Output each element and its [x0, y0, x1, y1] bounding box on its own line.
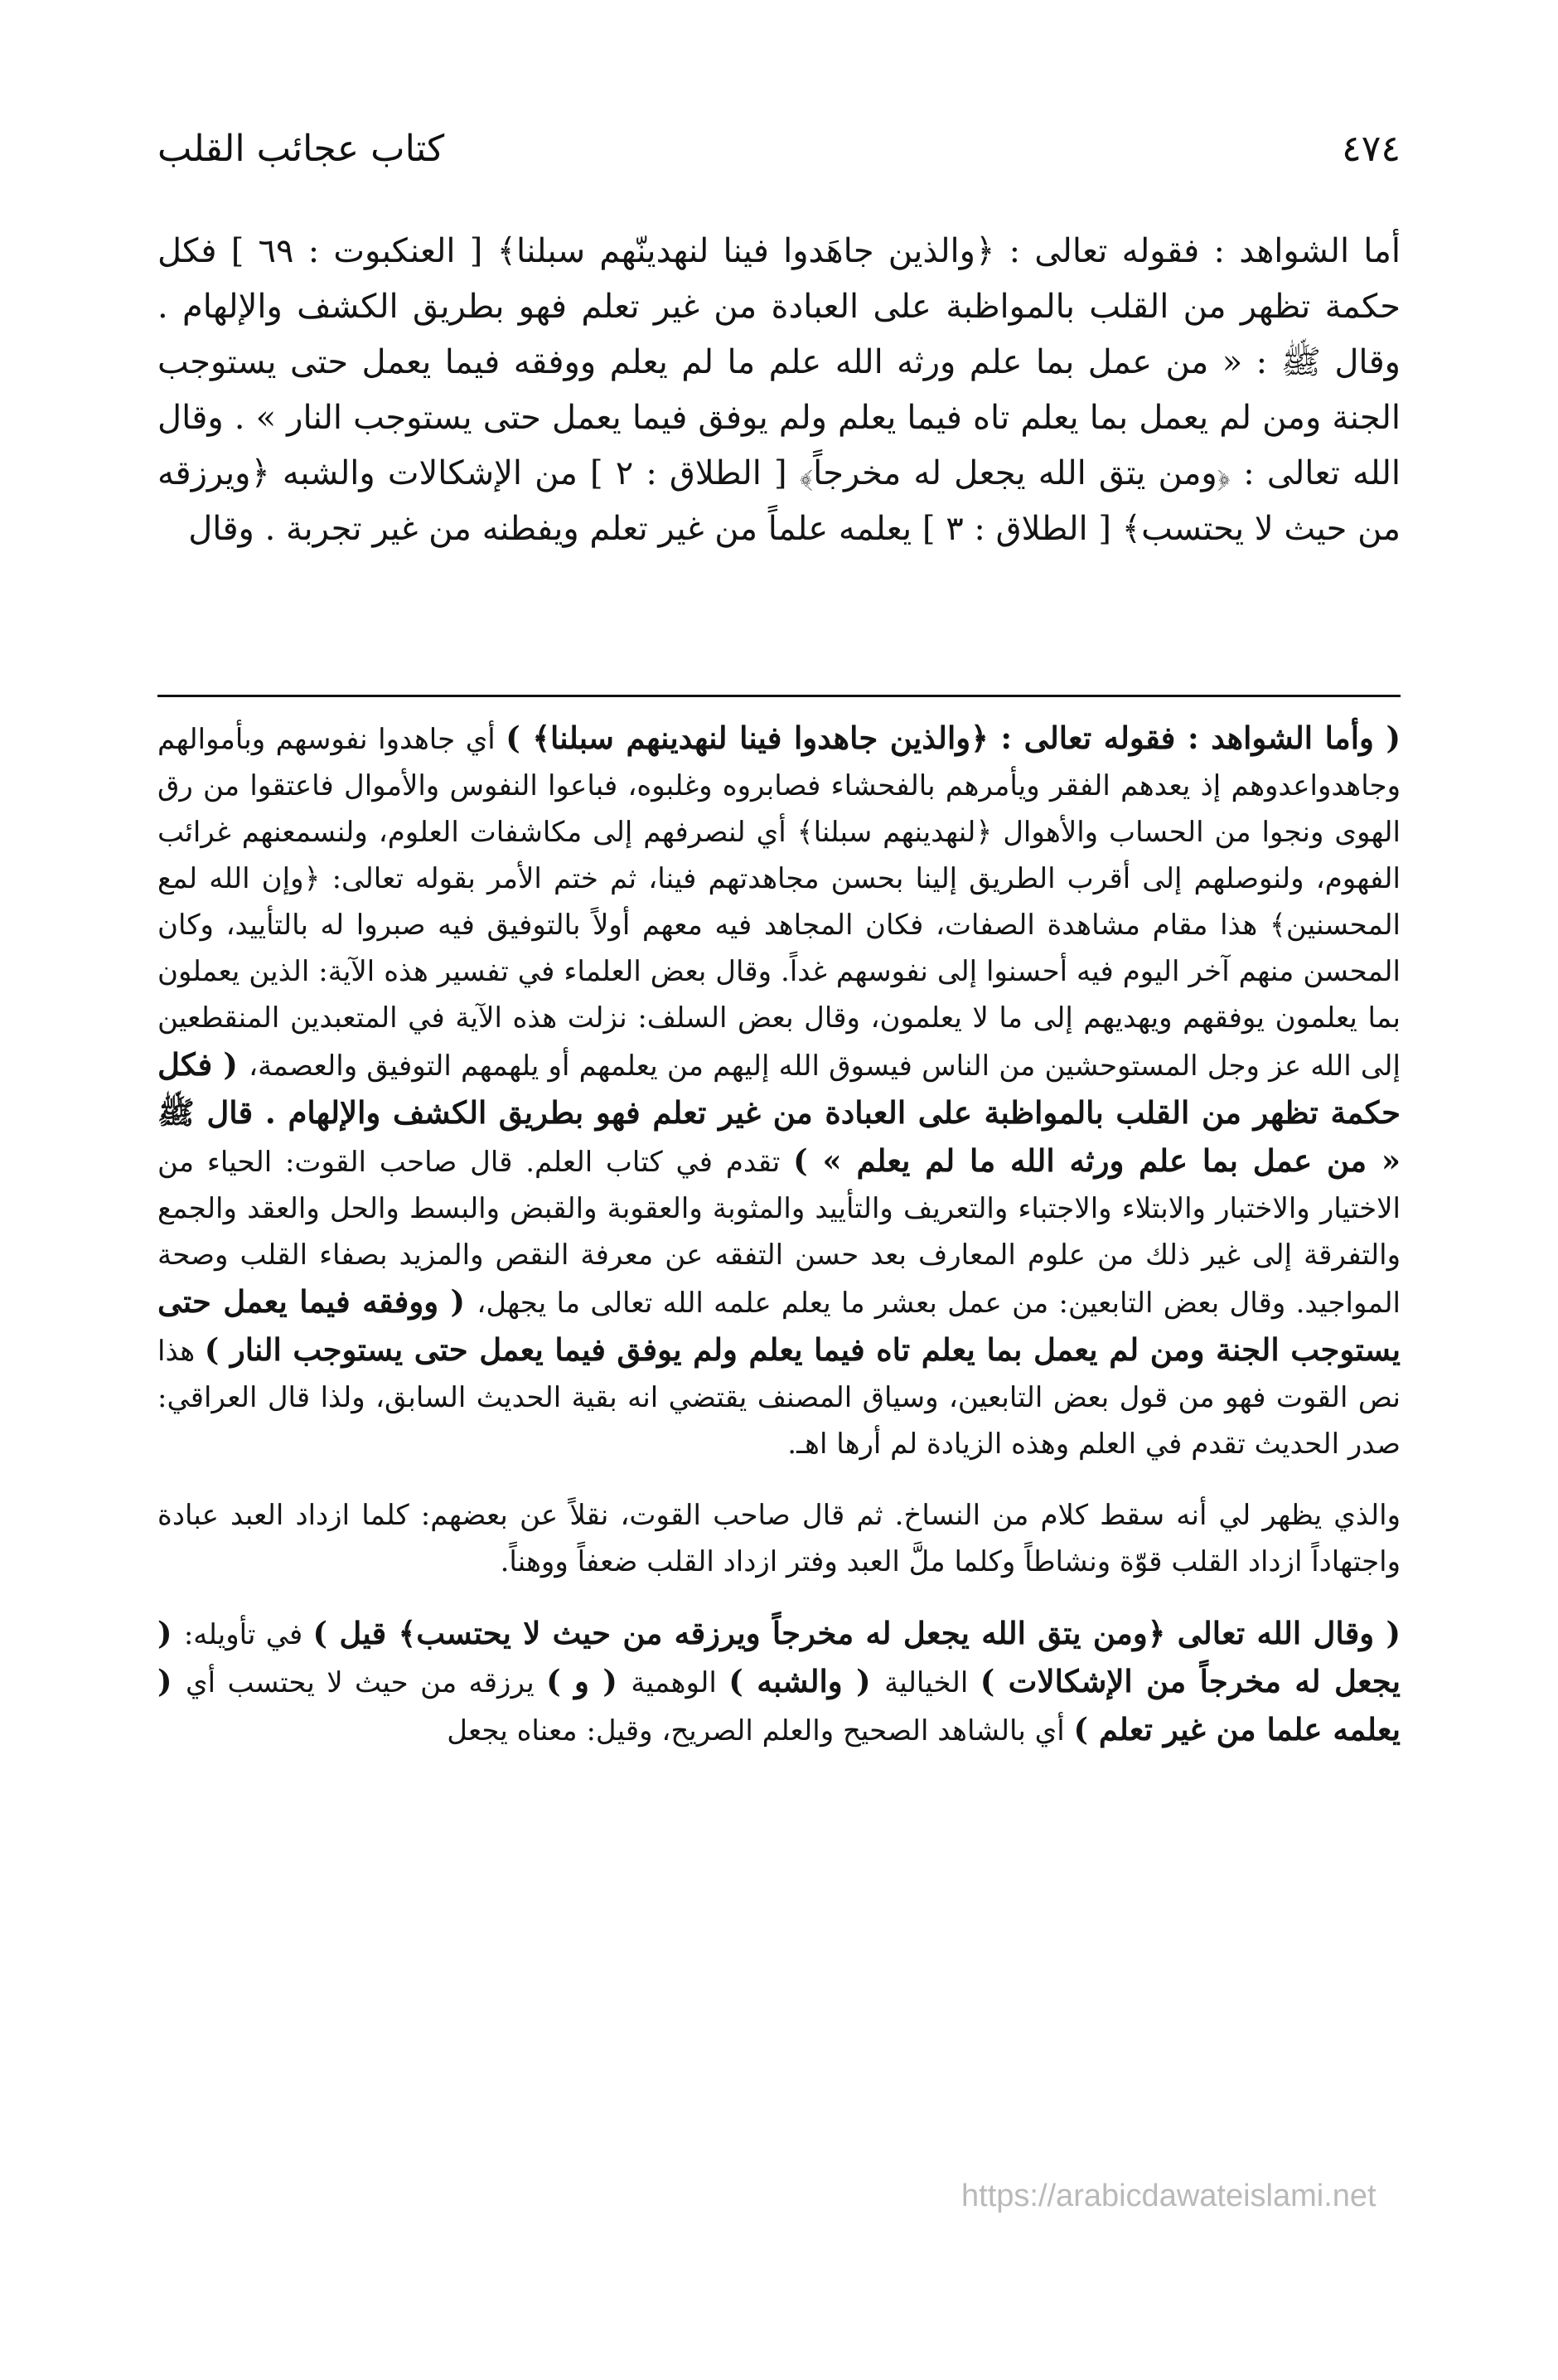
- commentary-quote: ( والشبه ): [728, 1663, 885, 1699]
- commentary-paragraph-3: [157, 1610, 1401, 1754]
- commentary-text: في تأويله:: [183, 1618, 313, 1651]
- commentary-text: الخيالية: [884, 1666, 980, 1699]
- commentary-text: هذا نص القوت فهو من قول بعض التابعين، وسياق المصنف يقتضي انه بقية الحديث السابق، ولذا قال العراقي: صدر الحديث تقدم في العلم وهذه الزيادة لم أرها اهـ.: [157, 1335, 1401, 1461]
- commentary-quote: ( يجعل له مخرجاً من الإشكالات ): [157, 1615, 1401, 1699]
- commentary: [157, 715, 1401, 1754]
- page-header: [157, 124, 1401, 174]
- watermark-url: https://arabicdawateislami.net: [961, 2179, 1377, 2213]
- commentary-text: أي جاهدوا نفوسهم وبأموالهم وجاهدواعدوهم إذ يعدهم الفقر ويأمرهم بالفحشاء فصابروه وغلبوه، فباعوا النفوس والأموال فاعتقوا من رق الهوى ونجوا من الحساب والأهوال ﴿لنهدينهم سبلنا﴾ أي لنصرفهم إلى مكاشفات العلوم، ولنسمعنهم غرائب الفهوم، ولنوصلهم إلى أقرب الطريق إلينا بحسن مجاهدتهم فينا، ثم ختم الأمر بقوله تعالى: ﴿وإن الله لمع المحسنين﴾ هذا مقام مشاهدة الصفات، فكان المجاهد فيه معهم أولاً بالتوفيق فيه صبروا له بالتأييد، وكان المحسن منهم آخر اليوم فيه أحسنوا إلى نفوسهم غداً. وقال بعض العلماء في تفسير هذه الآية: الذين يعملون بما يعلمون يوفقهم ويهديهم إلى ما لا يعلمون، وقال بعض السلف: نزلت هذه الآية في المتعبدين المنقطعين إلى الله عز وجل المستوحشين من الناس فيسوق الله إليهم من يعلمهم أو يلهمهم التوفيق والعصمة،: [157, 723, 1401, 1083]
- commentary-paragraph-1: [157, 715, 1401, 1467]
- commentary-paragraph-2: والذي يظهر لي أنه سقط كلام من النساخ. ثم قال صاحب القوت، نقلاً عن بعضهم: كلما ازداد العبد عبادة واجتهاداً ازداد القلب قوّة ونشاطاً وكلما ملَّ العبد وفتر ازداد القلب ضعفاً ووهناً.: [157, 1499, 1401, 1578]
- page-number: ٤٧٤: [1342, 128, 1401, 170]
- commentary-text: يرزقه من حيث لا يحتسب أي: [185, 1666, 547, 1699]
- commentary-quote: ( وأما الشواهد : فقوله تعالى : ﴿والذين جاهدوا فينا لنهدينهم سبلنا﴾ ): [506, 720, 1401, 756]
- divider: [157, 695, 1401, 697]
- commentary-quote: ( و ): [546, 1663, 631, 1699]
- commentary-text: تقدم في كتاب العلم. قال صاحب القوت: الحياء من الاختيار والاختبار والابتلاء والاجتباء والتعريف والتأييد والمثوبة والعقوبة والقبض والبسط والحل والعقد والجمع والتفرقة إلى غير ذلك من علوم المعارف بعد حسن التفقه عن معرفة النقص والمزيد بصفاء القلب وصحة المواجيد. وقال بعض التابعين: من عمل بعشر ما يعلم علمه الله تعالى ما يجهل،: [157, 1146, 1401, 1320]
- main-paragraph: أما الشواهد : فقوله تعالى : ﴿والذين جاهَدوا فينا لنهدينّهم سبلنا﴾ [ العنكبوت : ٦٩ ] فكل حكمة تظهر من القلب بالمواظبة على العبادة من غير تعلم فهو بطريق الكشف والإلهام . وقال ﷺ : « من عمل بما علم ورثه الله علم ما لم يعلم ووفقه فيما يعمل حتى يستوجب الجنة ومن لم يعمل بما يعلم تاه فيما يعلم ولم يوفق فيما يعمل حتى يستوجب النار » . وقال الله تعالى : ﴿ومن يتق الله يجعل له مخرجاً﴾ [ الطلاق : ٢ ] من الإشكالات والشبه ﴿ويرزقه من حيث لا يحتسب﴾ [ الطلاق : ٣ ] يعلمه علماً من غير تعلم ويفطنه من غير تجربة . وقال: [157, 232, 1401, 548]
- commentary-text: الوهمية: [631, 1666, 729, 1699]
- commentary-quote: ( فكل حكمة تظهر من القلب بالمواظبة على العبادة من غير تعلم فهو بطريق الكشف والإلهام . قال ﷺ « من عمل بما علم ورثه الله ما لم يعلم » ): [157, 1046, 1401, 1179]
- commentary-quote: ( يعلمه علما من غير تعلم ): [157, 1663, 1401, 1747]
- book-title: كتاب عجائب القلب: [157, 128, 445, 170]
- main-text: [157, 224, 1401, 557]
- commentary-quote: ( ووفقه فيما يعمل حتى يستوجب الجنة ومن لم يعمل بما يعلم تاه فيما يعلم ولم يوفق فيما يعمل حتى يستوجب النار ): [157, 1283, 1401, 1368]
- commentary-quote: ( وقال الله تعالى ﴿ومن يتق الله يجعل له مخرجاً ويرزقه من حيث لا يحتسب﴾ قيل ): [312, 1615, 1401, 1651]
- commentary-text: أي بالشاهد الصحيح والعلم الصريح، وقيل: معناه يجعل: [447, 1714, 1074, 1747]
